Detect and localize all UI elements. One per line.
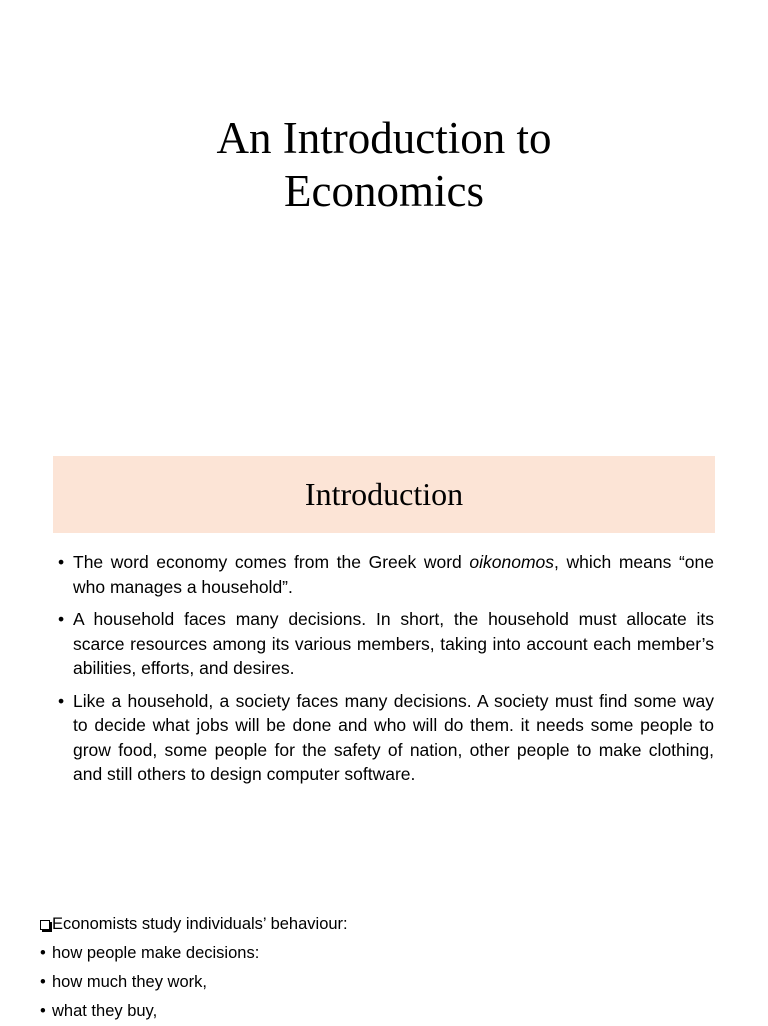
- bullet-italic-term: oikonomos: [469, 552, 555, 572]
- sub-item-text: how people make decisions:: [52, 944, 260, 962]
- bullet-text: Like a household, a society faces many decisions. A society must find some way to decide what jobs will be done and who will do them. it needs some people to grow food, some people for the safety of nation, other people to make clothing, and still others to design computer software.: [73, 690, 714, 784]
- sub-bullet-dot: •: [40, 944, 46, 962]
- bullet-dot: •: [58, 609, 65, 629]
- lead-text: Economists study individuals’ behaviour:: [52, 915, 348, 933]
- bullet-text: A household faces many decisions. In short, the household must allocate its scarce resources among its various members, taking into account each member’s abilities, efforts, and desires.: [73, 609, 714, 678]
- title-line-2: Economics: [284, 166, 484, 216]
- bullet-text-end: , which means “one who manages a household”.: [73, 552, 714, 597]
- bullet-item-1: [58, 550, 714, 599]
- sub-item-1: [40, 939, 740, 968]
- bullet-dot: •: [58, 690, 65, 711]
- section-heading: Introduction: [304, 476, 464, 512]
- sub-bullet-dot: •: [40, 1002, 46, 1020]
- sub-item-3: [40, 997, 740, 1026]
- slide-title: [0, 112, 768, 218]
- lead-row: [40, 910, 740, 939]
- sub-item-text: what they buy,: [52, 1002, 158, 1020]
- sub-item-2: [40, 968, 740, 997]
- bullet-list: [58, 550, 714, 795]
- second-slide-content: [40, 910, 740, 1026]
- sub-bullet-dot: •: [40, 973, 46, 991]
- title-line-1: An Introduction to: [216, 113, 552, 163]
- sub-item-text: how much they work,: [52, 973, 207, 991]
- bullet-item-3: [58, 689, 714, 787]
- bullet-text: The word economy comes from the Greek word: [73, 552, 470, 572]
- bullet-item-2: [58, 607, 714, 681]
- checkbox-square-icon: [40, 920, 50, 930]
- bullet-dot: •: [58, 552, 65, 572]
- section-banner: [53, 456, 715, 533]
